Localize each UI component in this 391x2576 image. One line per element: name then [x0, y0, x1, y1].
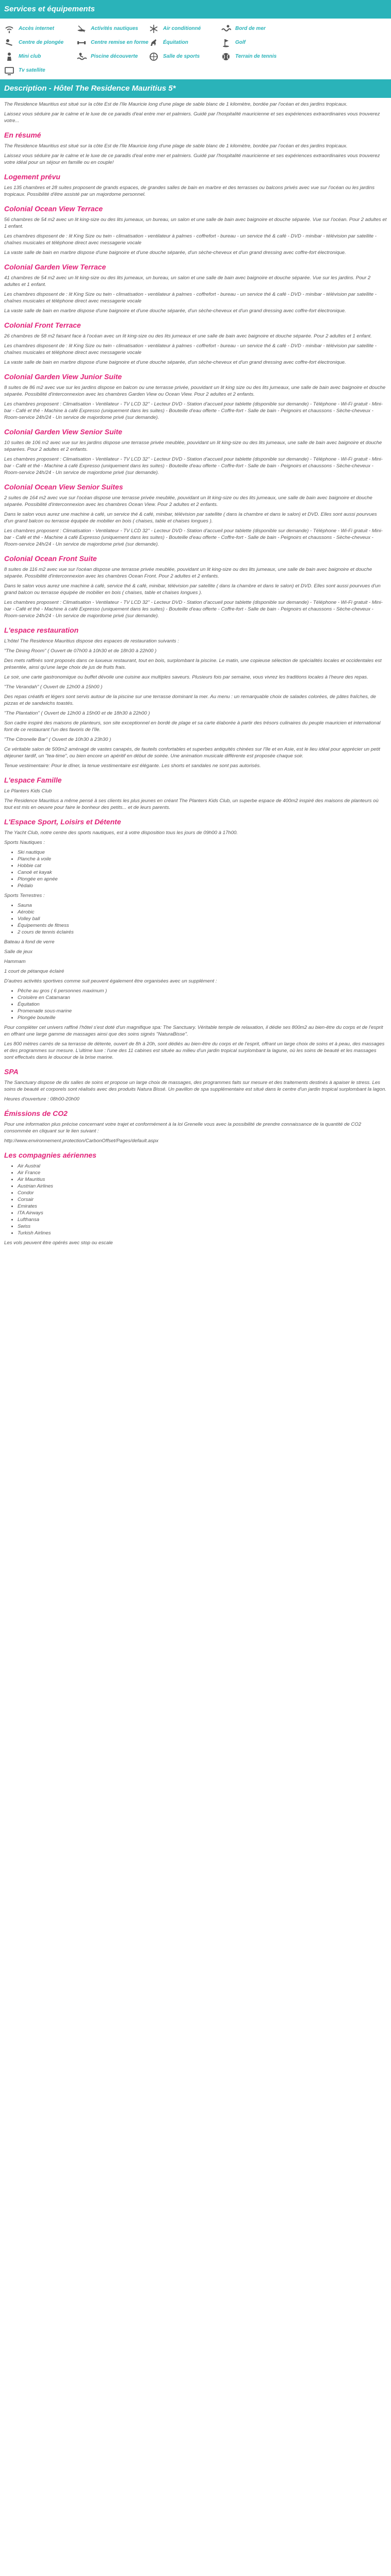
- room-title: Colonial Ocean View Terrace: [4, 205, 103, 213]
- amenity-label: Bord de mer: [235, 25, 266, 31]
- list-item: • Swiss: [18, 1223, 387, 1230]
- room-title: Colonial Front Terrace: [4, 321, 81, 329]
- amenity-item: [221, 38, 293, 48]
- room-paragraph: 10 suites de 106 m2 avec vue sur les jardins dispose une terrasse privée meublée, pouvidant un lit king-size ou des lits jumeaux, une salle de bain avec baignoire et douche séparées. Pour 2 adultes et 2 enfants.: [4, 440, 382, 452]
- room-paragraph: Dans le salon vous aurez une machine à café, un service thé & café, minibar, télévision par satellite ( dans la chambre et dans le salon) et DVD. Elles sont aussi pourvues d'un grand balcon ou terrasse équipée de mobilier en bois ( chaises, table et chaises longues ).: [4, 512, 377, 524]
- co2-link[interactable]: http://www.environnement.protection/CarbonOffset/Pages/default.aspx: [4, 1138, 159, 1144]
- nautical-list: [4, 849, 387, 889]
- amenity-item: [4, 65, 76, 76]
- diver-icon: [4, 38, 19, 48]
- room-paragraph: Les chambres disposent de : lit King Size ou twin - climatisation - ventilateur à palmes - coffrefort - bureau - un service thé & café - DVD - minibar - télévision par satellite - chaînes musicales et téléphone direct avec messagerie vocale: [4, 233, 377, 246]
- family-paragraph: Le Planters Kids Club: [4, 788, 52, 794]
- amenity-label: Centre de plongée: [19, 39, 64, 45]
- amenity-label: Accès internet: [19, 25, 54, 31]
- list-item: • Hobbie cat: [18, 862, 387, 869]
- restaurant-paragraph: L'hôtel The Residence Mauritius dispose des espaces de restauration suivants :: [4, 638, 179, 644]
- list-item: • Aérobic: [18, 909, 387, 916]
- restaurant-paragraph: Ce véritable salon de 500m2 aménagé de vastes canapés, de fauteils confortables et superbes antiquités chinées sur l'île et en Asie, est le lieu idéal pour apprécier un petit déjeuner tardif, un "tea-time", ou bien encore un apéritif en début de soirée. Une animation musicale différente est proposée chaque soir.: [4, 747, 380, 759]
- list-item: • Plongée bouteille: [18, 1014, 387, 1021]
- wave-icon: [221, 24, 235, 34]
- restaurant-paragraph: "The Plantation" ( Ouvert de 12h00 à 15h00 et de 18h30 à 22h00 ): [4, 710, 150, 716]
- room-paragraph: 56 chambres de 54 m2 avec un lit king-size ou des lits jumeaux, un bureau, un salon et une salle de bain avec baignoire et douche séparée. Vue sur l'océan. Pour 2 adultes et 1 enfant.: [4, 217, 387, 229]
- dumbbell-icon: [76, 38, 91, 48]
- horse-icon: [149, 38, 163, 48]
- amenities-grid: [0, 19, 391, 79]
- spa-hours: Heures d'ouverture : 08h00-20h00: [4, 1096, 79, 1102]
- list-item: • Pédalo: [18, 883, 387, 889]
- restaurant-paragraph: Des mets raffinés sont proposés dans ce luxueux restaurant, tout en bois, surplombant la piscine. Le matin, une copieuse sélection de spécialités locales et occidentales est présentée, ainsi qu'une large choix de jus de fruits frais.: [4, 658, 382, 670]
- room-paragraph: Les chambres proposent : Climatisation - Ventilateur - TV LCD 32" - Lecteur DVD - Station d'accueil pour tablette (disponible sur demande) - Téléphone - Wi-Fi gratuit - Mini-bar - Café et thé - Machine à café Expresso (uniquement dans les suites) - Bouteille d'eau offerte - Coffre-fort - Salle de bain - Peignoirs et chaussons - Sèche-cheveux - Room-service 24h/24 - Un service de majordome privé (sur demande).: [4, 528, 383, 547]
- summary-paragraph: Laissez vous séduire par le calme et le luxe de ce paradis d'eal entre mer et palmiers. Guidé par l'hospitalité mauricienne et ses expériences extraordinaires vous trouverez votre idéal pour un séjour en famille ou en couple!: [4, 153, 380, 165]
- golf-icon: [221, 38, 235, 48]
- intro-paragraph: The Residence Mauritius est situé sur la côte Est de l'île Mauricie long d'une plage de sable blanc de 1 kilomètre, bordée par l'océan et des jardins tropicaux.: [4, 101, 348, 107]
- restaurants-title: L'espace restauration: [4, 626, 79, 634]
- amenity-item: [149, 52, 221, 62]
- sport-icon: [149, 52, 163, 62]
- kayak-icon: [76, 24, 91, 34]
- sport-extra-item: 1 court de pétanque éclairé: [4, 969, 64, 974]
- rooms-intro: Les 135 chambres et 28 suites proposent de grands espaces, de grandes salles de bain en marbre et des terrasses ou balcons privés avec vue sur l'océan ou les jardins tropicaux. Possibilité d'être assisté par un majordome personnel.: [4, 185, 375, 197]
- amenity-label: Équitation: [163, 39, 188, 45]
- list-item: • Pêche au gros ( 6 personnes maximum ): [18, 988, 387, 994]
- amenity-label: Salle de sports: [163, 53, 200, 59]
- summary-title: En résumé: [4, 131, 41, 139]
- list-item: • Air Mauritius: [18, 1176, 387, 1183]
- description-title: Description - Hôtel The Residence Mauritius 5*: [0, 79, 391, 98]
- restaurants-section: [4, 638, 387, 769]
- restaurant-paragraph: "The Dining Room" ( Ouvert de 07h00 à 10h30 et de 18h30 à 22h00 ): [4, 648, 157, 654]
- land-label: Sports Terrestres :: [4, 893, 45, 899]
- room-paragraph: Les chambres proposent : Climatisation - Ventilateur - TV LCD 32" - Lecteur DVD - Station d'accueil pour tablette (disponible sur demande) - Téléphone - Wi-Fi gratuit - Mini-bar - Café et thé - Machine à café Expresso (uniquement dans les suites) - Bouteille d'eau offerte - Coffre-fort - Salle de bain - Peignoirs et chaussons - Sèche-cheveux - Room-service 24h/24 - Un service de majordome privé (sur demande).: [4, 456, 383, 476]
- amenity-item: [4, 52, 76, 62]
- amenities-title: Services et équipements: [0, 0, 391, 19]
- amenity-label: Piscine découverte: [91, 53, 138, 59]
- sport-extra: [4, 939, 387, 975]
- list-item: • Sauna: [18, 902, 387, 909]
- co2-title: Émissions de CO2: [4, 1109, 68, 1117]
- restaurant-paragraph: Le soir, une carte gastronomique ou buffet dévoile une cuisine aux multiples saveurs. Plusieurs fois par semaine, vous vivrez les traditions locales à l'heure des repas.: [4, 674, 368, 680]
- paid-list: [4, 988, 387, 1021]
- room-paragraph: 2 suites de 164 m2 avec vue sur l'océan dispose une terrasse privée meublée, pouvidant un lit king-size ou des lits jumeaux, une salle de bain avec baignoire et douche séparée. Possibilité d'interconnexion avec les chambres Ocean View. Pour 2 adultes et 2 enfants.: [4, 495, 372, 507]
- room-title: Colonial Garden View Senior Suite: [4, 428, 122, 436]
- sport-title: L'Espace Sport, Loisirs et Détente: [4, 818, 121, 826]
- room-paragraph: 26 chambres de 58 m2 faisant face à l'océan avec un lit king-size ou des lits jumeaux et une salle de bain avec baignoire et douche séparée. Pour 2 adultes et 1 enfant.: [4, 333, 372, 339]
- amenity-item: [221, 52, 293, 62]
- list-item: • Condor: [18, 1190, 387, 1196]
- sport-extra-item: Salle de jeux: [4, 949, 32, 955]
- room-title: Colonial Garden View Terrace: [4, 263, 106, 271]
- room-sections: [4, 204, 387, 619]
- list-item: • Air Austral: [18, 1163, 387, 1170]
- list-item: • Canoë et kayak: [18, 869, 387, 876]
- amenity-item: [149, 24, 221, 34]
- snowflake-icon: [149, 24, 163, 34]
- room-paragraph: La vaste salle de bain en marbre dispose d'une baignoire et d'une douche séparée, d'un sèche-cheveux et d'un grand dressing avec coffre-fort électronique.: [4, 250, 346, 256]
- intro-paragraph: Laissez vous séduire par le calme et le luxe de ce paradis d'eal entre mer et palmiers. Guidé par l'hospitalité mauricienne et ses expériences extraordinaires vous trouverez votre...: [4, 111, 380, 124]
- list-item: • 2 cours de tennis éclairés: [18, 929, 387, 936]
- amenity-item: [221, 24, 293, 34]
- room-paragraph: La vaste salle de bain en marbre dispose d'une baignoire et d'une douche séparée, d'un sèche-cheveux et d'un grand dressing avec coffre-fort électronique.: [4, 308, 346, 314]
- amenity-item: [76, 24, 149, 34]
- list-item: • Turkish Airlines: [18, 1230, 387, 1236]
- airlines-footer: Les vols peuvent être opérés avec stop ou escale: [4, 1240, 113, 1246]
- spa-paragraph: Pour compléter cet univers raffiné l'hôtel s'est doté d'un magnifique spa: The Sanctuary. Véritable temple de relaxation, il dédie ses 800m2 au bien-être du corps et de l'esprit en offrant une large gamme de massages ainsi que des soins signés "NaturaBisse".: [4, 1025, 383, 1037]
- tv-icon: [4, 65, 19, 76]
- rooms-title: Logement prévu: [4, 173, 60, 181]
- list-item: • Corsair: [18, 1196, 387, 1203]
- restaurant-paragraph: Son cadre inspiré des maisons de planteurs, son site exceptionnel en bordé de plage et sa carte élaborée à partir des trésors culinaires du peuple mauricien et international font de ce restaurant l'un des favoris de l'île.: [4, 720, 381, 733]
- amenity-label: Centre remise en forme: [91, 39, 149, 45]
- list-item: • Promenade sous-marine: [18, 1008, 387, 1014]
- amenity-item: [76, 38, 149, 48]
- list-item: • Plongée en apnée: [18, 876, 387, 883]
- amenity-label: Tv satellite: [19, 67, 45, 73]
- wifi-icon: [4, 24, 19, 34]
- co2-paragraph: Pour une information plus précise concernant votre trajet et conformément à la loi Grenelle vous avec la possibilité de prendre connaissance de la quantité de CO2 consommée en cliquant sur le lien suivant :: [4, 1122, 362, 1134]
- room-title: Colonial Garden View Junior Suite: [4, 372, 122, 381]
- description-content: [0, 98, 391, 1246]
- spa-paragraph: The Sanctuary dispose de dix salles de soins et propose un large choix de massages, des programmes faits sur mesure et des traitements destinés à apaiser le stress. Les soins de beauté et corporels sont réalisés avec des produits Natura Bissé. Un pavillon de spa supplémentaire est situé dans le centre d'un jardin tropical surplombant la lagon.: [4, 1080, 386, 1092]
- room-paragraph: 8 suites de 86 m2 avec vue sur les jardins dispose en balcon ou une terrasse privée, pouvidant un lit king size ou des lits jumeaux, une salle de bain avec baignoire et douche séparée. Possibilité d'interconnexion avec les chambres Garden View ou Ocean View. Pour 2 adultes et 2 enfants.: [4, 385, 386, 397]
- sport-extra-item: Bateau à fond de verre: [4, 939, 55, 945]
- spa-title: SPA: [4, 1067, 19, 1076]
- room-paragraph: Les chambres disposent de : lit King Size ou twin - climatisation - ventilateur à palmes - coffrefort - bureau - un service thé & café - DVD - minibar - télévision par satellite - chaînes musicales et téléphone direct avec messagerie vocale: [4, 343, 377, 355]
- room-title: Colonial Ocean Front Suite: [4, 554, 97, 563]
- list-item: • Emirates: [18, 1203, 387, 1210]
- amenity-label: Activités nautiques: [91, 25, 138, 31]
- room-paragraph: La vaste salle de bain en marbre dispose d'une baignoire et d'une douche séparée, d'un sèche-cheveux et d'un grand dressing avec coffre-fort électronique.: [4, 360, 346, 365]
- tennis-icon: [221, 52, 235, 62]
- list-item: • Ski nautique: [18, 849, 387, 856]
- amenity-label: Golf: [235, 39, 246, 45]
- room-title: Colonial Ocean View Senior Suites: [4, 483, 123, 491]
- pool-icon: [76, 52, 91, 62]
- list-item: • Volley ball: [18, 916, 387, 922]
- paid-label: D'autres activités sportives comme suit peuvent également être organisées avec un supplément :: [4, 978, 217, 984]
- summary-paragraph: The Residence Mauritius est situé sur la côte Est de l'île Mauricie long d'une plage de sable blanc de 1 kilomètre, bordée par l'océan et des jardins tropicaux.: [4, 143, 348, 149]
- restaurant-paragraph: "The Verandah" ( Ouvert de 12h00 à 15h00 ): [4, 684, 103, 690]
- restaurant-paragraph: Tenue vestimentaire: Pour le dîner, la tenue vestimentaire est élégante. Les shorts et sandales ne sont pas autorisés.: [4, 763, 261, 769]
- amenity-label: Mini club: [19, 53, 41, 59]
- room-paragraph: 8 suites de 116 m2 avec vue sur l'océan dispose une terrasse privée meublée, pouvidant un lit king-size ou des lits jumeaux, une salle de bain avec baignoire et douche séparée. Possibilité d'interconnexion avec les chambres Ocean Front. Pour 2 adultes et 2 enfants.: [4, 567, 372, 579]
- land-list: [4, 902, 387, 936]
- sport-extra-item: Hammam: [4, 959, 26, 964]
- family-title: L'espace Famille: [4, 776, 62, 784]
- list-item: • Austrian Airlines: [18, 1183, 387, 1190]
- list-item: • Équipements de fitness: [18, 922, 387, 929]
- amenity-item: [149, 38, 221, 48]
- amenity-item: [76, 52, 149, 62]
- nautical-label: Sports Nautiques :: [4, 840, 45, 845]
- child-icon: [4, 52, 19, 62]
- list-item: • Équitation: [18, 1001, 387, 1008]
- list-item: • Air France: [18, 1170, 387, 1176]
- list-item: • ITA Airways: [18, 1210, 387, 1216]
- amenity-label: Air conditionné: [163, 25, 201, 31]
- sport-intro: The Yacht Club, notre centre des sports nautiques, est à votre disposition tous les jours de 09h00 à 17h00.: [4, 830, 238, 836]
- amenity-item: [4, 24, 76, 34]
- list-item: • Lufthansa: [18, 1216, 387, 1223]
- restaurant-paragraph: "The Citronelle Bar" ( Ouvert de 10h30 à 23h30 ): [4, 737, 111, 742]
- room-paragraph: 41 chambres de 54 m2 avec un lit king-size ou des lits jumeaux, un bureau, un salon et une salle de bain avec baignoire et douche séparée. Vue sur les jardins. Pour 2 adultes et 1 enfant.: [4, 275, 371, 287]
- amenity-item: [4, 38, 76, 48]
- room-paragraph: Les chambres proposent : Climatisation - Ventilateur - TV LCD 32" - Lecteur DVD - Station d'accueil pour tablette (disponible sur demande) - Téléphone - Wi-Fi gratuit - Mini-bar - Café et thé - Machine à café Expresso (uniquement dans les suites) - Bouteille d'eau offerte - Coffre-fort - Salle de bain - Peignoirs et chaussons - Sèche-cheveux - Room-service 24h/24 - Un service de majordome privé (sur demande).: [4, 600, 383, 619]
- family-paragraph: The Residence Mauritius a même pensé à ses clients les plus jeunes en créant The Planters Kids Club, un superbe espace de 400m2 inspiré des maisons de planteurs où tout est mis en oeuvre pour faire le bonheur des petits... et de leurs parents.: [4, 798, 379, 810]
- room-paragraph: Les chambres disposent de : lit King Size ou twin - climatisation - ventilateur à palmes - coffrefort - bureau - un service thé & café - DVD - minibar - télévision par satellite - chaînes musicales et téléphone direct avec messagerie vocale: [4, 292, 377, 304]
- list-item: • Planche à voile: [18, 856, 387, 862]
- room-paragraph: Les chambres proposent : Climatisation - Ventilateur - TV LCD 32" - Lecteur DVD - Station d'accueil pour tablette (disponible sur demande) - Téléphone - Wi-Fi gratuit - Mini-bar - Café et thé - Machine à café Expresso (uniquement dans les suites) - Bouteille d'eau offerte - Coffre-fort - Salle de bain - Peignoirs et chaussons - Sèche-cheveux - Room-service 24h/24 - Un service de majordome privé (sur demande).: [4, 401, 383, 420]
- airlines-list: [4, 1163, 387, 1236]
- spa-paragraph: Les 800 mètres carrés de sa terrasse de détente, ouvert de 8h à 20h, sont dédiés au bien-être du corps et de l'esprit, offrant un large choix de soins et à peau, des massages et des programmes sur mesure. L'ultime luxe : l'une des 11 cabines est située au milieu d'un jardin tropical surplombant la lagune, où les soins de beauté et les massages sont effectués dans le douceur de la brise marine.: [4, 1041, 385, 1060]
- list-item: • Croisière en Catamaran: [18, 994, 387, 1001]
- amenity-label: Terrain de tennis: [235, 53, 277, 59]
- airlines-title: Les compagnies aériennes: [4, 1151, 96, 1159]
- room-paragraph: Dans le salon vous aurez une machine à café, service thé & café, minibar, télévision par satellite ( dans la chambre et dans le salon) et DVD. Elles sont aussi pourvues d'un grand balcon ou terrasse équipée de mobilier en bois ( chaises, table et chaises longues ).: [4, 583, 381, 596]
- restaurant-paragraph: Des repas créatifs et légers sont servis autour de la piscine sur une terrasse dominant la mer. Au menu : un remarquable choix de salades colorées, de pâtes fraîches, de pizzas et de sandwichs toastés.: [4, 694, 376, 706]
